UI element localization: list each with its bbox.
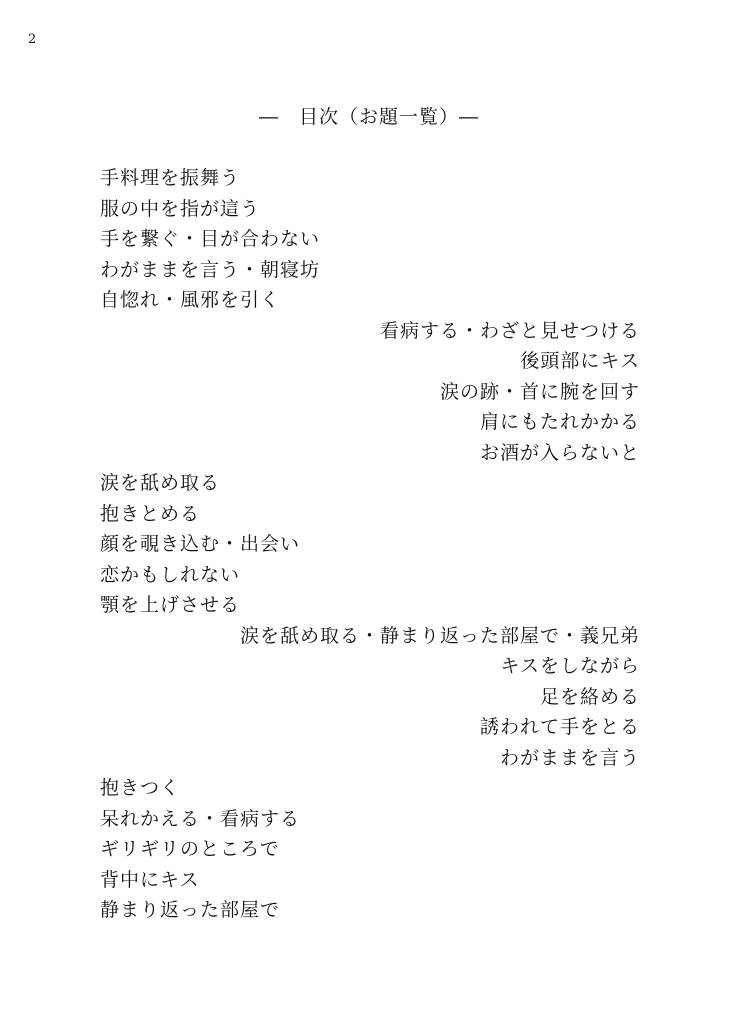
- toc-item: 顎を上げさせる: [100, 594, 241, 616]
- toc-item: 手を繋ぐ・目が合わない: [100, 228, 321, 250]
- toc-item: 抱きとめる: [100, 502, 201, 525]
- toc-item: 抱きつく: [100, 777, 181, 799]
- toc-item: 自惚れ・風邪を引く: [100, 289, 281, 311]
- toc-item: 静まり返った部屋で: [100, 899, 281, 921]
- toc-item: 後頭部にキス: [520, 350, 640, 372]
- toc-list: [100, 163, 640, 926]
- toc-item: 足を絡める: [539, 685, 640, 708]
- toc-item: 手料理を振舞う: [100, 167, 241, 189]
- toc-item: 看病する・わざと見せつける: [379, 319, 640, 342]
- toc-item: わがままを言う・朝寝坊: [100, 258, 321, 281]
- toc-item: 涙を舐め取る・静まり返った部屋で・義兄弟: [239, 624, 640, 647]
- page-number: 2: [28, 32, 37, 47]
- toc-item: 背中にキス: [100, 868, 200, 891]
- toc-item: ギリギリのところで: [100, 838, 280, 860]
- toc-item: キスをしながら: [500, 655, 640, 677]
- toc-item: わがままを言う: [499, 746, 640, 769]
- toc-title: ― 目次（お題一覧）―: [258, 106, 479, 128]
- toc-item: 恋かもしれない: [100, 563, 241, 586]
- toc-item: 呆れかえる・看病する: [100, 807, 301, 830]
- toc-item: お酒が入らないと: [479, 441, 640, 464]
- toc-item: 誘われて手をとる: [479, 716, 640, 738]
- toc-item: 涙の跡・首に腕を回す: [439, 380, 640, 403]
- toc-item: 顔を覗き込む・出会い: [100, 533, 301, 555]
- toc-item: 肩にもたれかかる: [479, 411, 640, 433]
- toc-item: 服の中を指が這う: [100, 197, 261, 220]
- toc-item: 涙を舐め取る: [100, 472, 221, 494]
